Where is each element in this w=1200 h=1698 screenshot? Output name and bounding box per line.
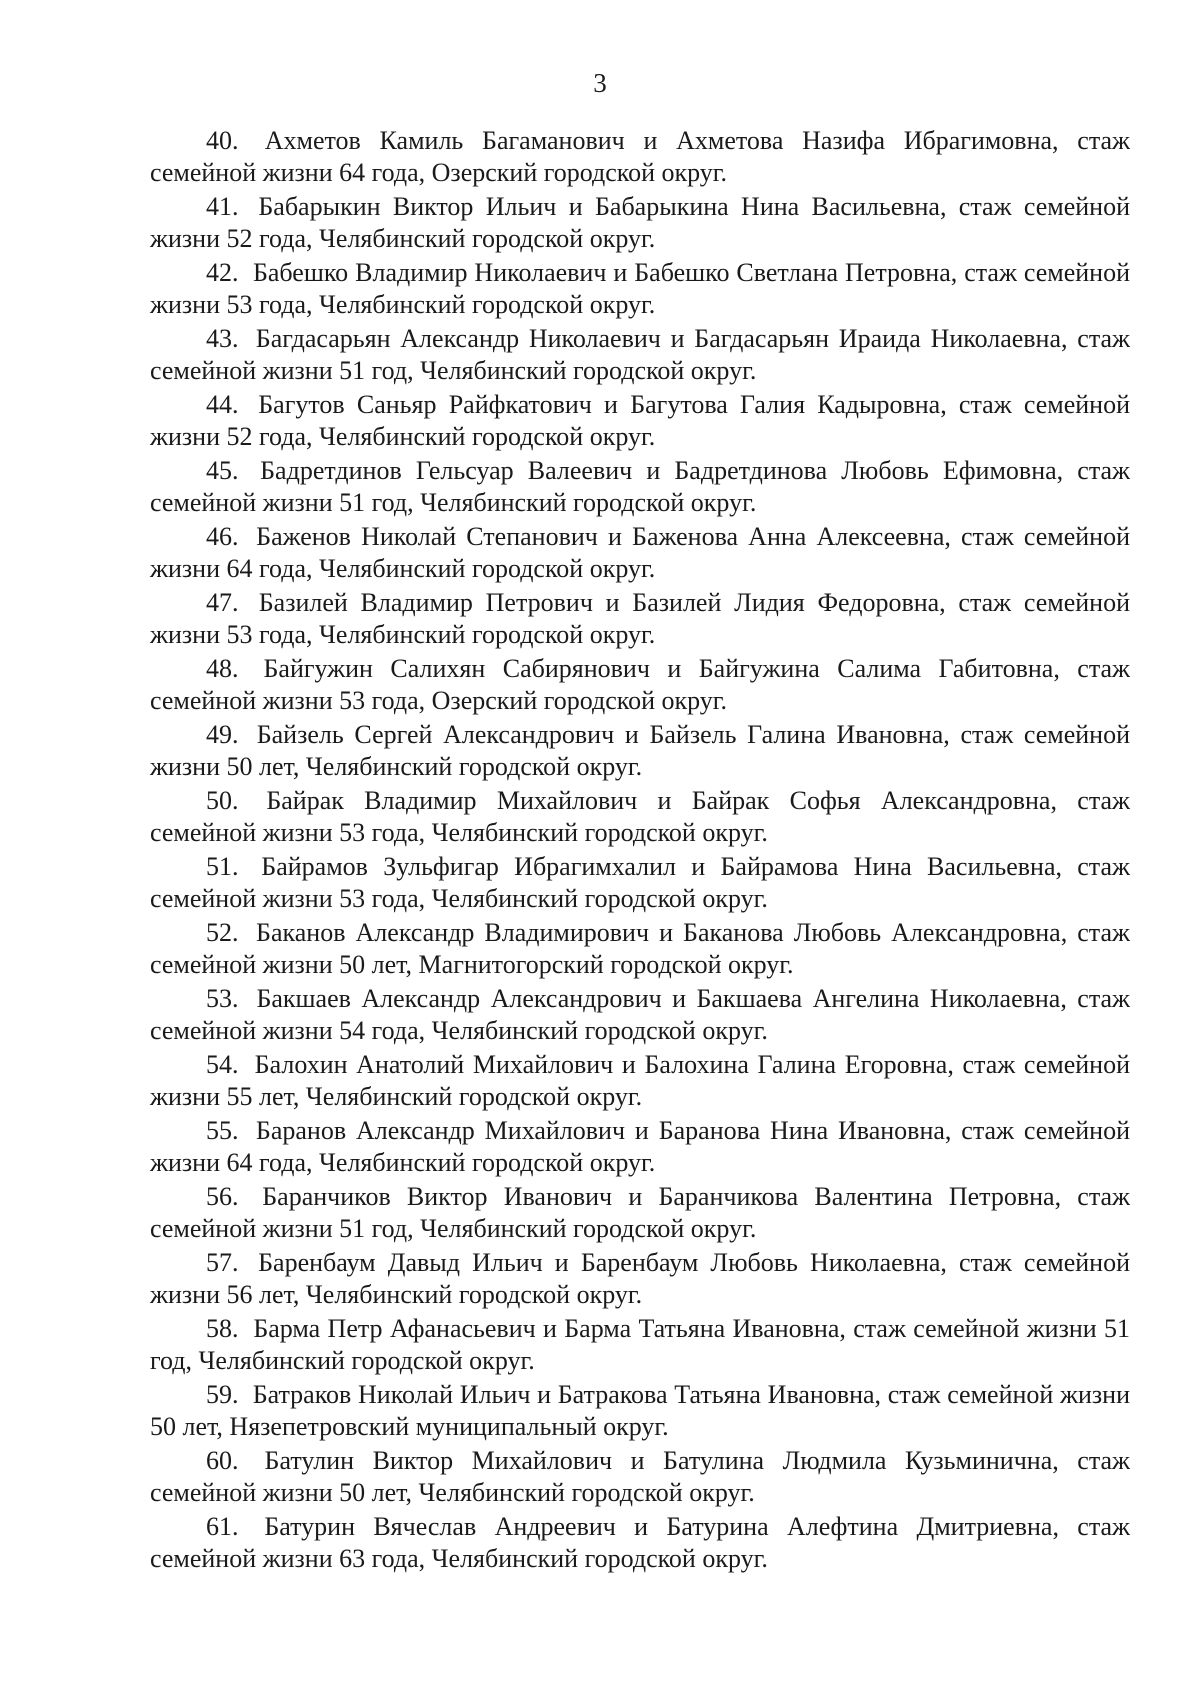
- entry-text: Байзель Сергей Александрович и Байзель Галина Ивановна, стаж семейной жизни 50 лет, Челябинский городской округ.: [150, 720, 1131, 781]
- entry-number: 41.: [206, 192, 239, 221]
- page-number: 3: [593, 68, 607, 98]
- list-item: [150, 653, 1130, 717]
- list-item: [150, 191, 1130, 255]
- entry-text: Баженов Николай Степанович и Баженова Анна Алексеевна, стаж семейной жизни 64 года, Челябинский городской округ.: [150, 522, 1131, 583]
- entry-number: 43.: [206, 324, 239, 353]
- entry-text: Байгужин Салихян Сабирянович и Байгужина Салима Габитовна, стаж семейной жизни 53 года, Озерский городской округ.: [150, 654, 1131, 715]
- entry-text: Батраков Николай Ильич и Батракова Татьяна Ивановна, стаж семейной жизни 50 лет, Нязепетровский муниципальный округ.: [150, 1380, 1130, 1441]
- entry-text: Баканов Александр Владимирович и Баканова Любовь Александровна, стаж семейной жизни 50 лет, Магнитогорский городской округ.: [150, 918, 1130, 979]
- entry-text: Батурин Вячеслав Андреевич и Батурина Алефтина Дмитриевна, стаж семейной жизни 63 года, Челябинский городской округ.: [150, 1512, 1131, 1573]
- entry-text: Балохин Анатолий Михайлович и Балохина Галина Егоровна, стаж семейной жизни 55 лет, Челябинский городской округ.: [150, 1050, 1130, 1111]
- entry-list: [150, 125, 1130, 1577]
- entry-number: 58.: [206, 1314, 239, 1343]
- list-item: [150, 983, 1130, 1047]
- list-item: [150, 455, 1130, 519]
- list-item: [150, 521, 1130, 585]
- entry-number: 60.: [206, 1446, 239, 1475]
- entry-text: Багдасарьян Александр Николаевич и Багдасарьян Ираида Николаевна, стаж семейной жизни 51 год, Челябинский городской округ.: [150, 324, 1131, 385]
- entry-number: 50.: [206, 786, 239, 815]
- entry-text: Байрак Владимир Михайлович и Байрак Софья Александровна, стаж семейной жизни 53 года, Челябинский городской округ.: [150, 786, 1130, 847]
- list-item: [150, 1379, 1130, 1443]
- entry-text: Бакшаев Александр Александрович и Бакшаева Ангелина Николаевна, стаж семейной жизни 54 года, Челябинский городской округ.: [150, 984, 1131, 1045]
- entry-text: Багутов Саньяр Райфкатович и Багутова Галия Кадыровна, стаж семейной жизни 52 года, Челябинский городской округ.: [150, 390, 1130, 451]
- entry-text: Баренбаум Давыд Ильич и Баренбаум Любовь Николаевна, стаж семейной жизни 56 лет, Челябинский городской округ.: [150, 1248, 1131, 1309]
- entry-text: Бабарыкин Виктор Ильич и Бабарыкина Нина Васильевна, стаж семейной жизни 52 года, Челябинский городской округ.: [150, 192, 1131, 253]
- list-item: [150, 917, 1130, 981]
- entry-text: Бадретдинов Гельсуар Валеевич и Бадретдинова Любовь Ефимовна, стаж семейной жизни 51 год, Челябинский городской округ.: [150, 456, 1130, 517]
- list-item: [150, 257, 1130, 321]
- list-item: [150, 1511, 1130, 1575]
- entry-number: 45.: [206, 456, 239, 485]
- list-item: [150, 1247, 1130, 1311]
- entry-number: 49.: [206, 720, 239, 749]
- entry-text: Базилей Владимир Петрович и Базилей Лидия Федоровна, стаж семейной жизни 53 года, Челябинский городской округ.: [150, 588, 1130, 649]
- list-item: [150, 389, 1130, 453]
- list-item: [150, 1313, 1130, 1377]
- entry-text: Ахметов Камиль Багаманович и Ахметова Назифа Ибрагимовна, стаж семейной жизни 64 года, Озерский городской округ.: [150, 126, 1130, 187]
- entry-number: 55.: [206, 1116, 239, 1145]
- entry-text: Байрамов Зульфигар Ибрагимхалил и Байрамова Нина Васильевна, стаж семейной жизни 53 года, Челябинский городской округ.: [150, 852, 1130, 913]
- list-item: [150, 1181, 1130, 1245]
- entry-number: 53.: [206, 984, 239, 1013]
- list-item: [150, 1115, 1130, 1179]
- entry-number: 57.: [206, 1248, 239, 1277]
- list-item: [150, 851, 1130, 915]
- list-item: [150, 1445, 1130, 1509]
- entry-number: 42.: [206, 258, 239, 287]
- entry-text: Баранов Александр Михайлович и Баранова Нина Ивановна, стаж семейной жизни 64 года, Челябинский городской округ.: [150, 1116, 1131, 1177]
- list-item: [150, 719, 1130, 783]
- entry-text: Баранчиков Виктор Иванович и Баранчикова Валентина Петровна, стаж семейной жизни 51 год, Челябинский городской округ.: [150, 1182, 1130, 1243]
- entry-text: Бабешко Владимир Николаевич и Бабешко Светлана Петровна, стаж семейной жизни 53 года, Челябинский городской округ.: [150, 258, 1130, 319]
- list-item: [150, 323, 1130, 387]
- entry-number: 61.: [206, 1512, 239, 1541]
- entry-number: 54.: [206, 1050, 239, 1079]
- entry-number: 47.: [206, 588, 239, 617]
- entry-text: Барма Петр Афанасьевич и Барма Татьяна Ивановна, стаж семейной жизни 51 год, Челябинский городской округ.: [150, 1314, 1130, 1375]
- list-item: [150, 1049, 1130, 1113]
- entry-number: 40.: [206, 126, 239, 155]
- entry-number: 51.: [206, 852, 239, 881]
- entry-number: 59.: [206, 1380, 239, 1409]
- entry-number: 44.: [206, 390, 239, 419]
- list-item: [150, 785, 1130, 849]
- entry-number: 46.: [206, 522, 239, 551]
- entry-number: 56.: [206, 1182, 239, 1211]
- list-item: [150, 587, 1130, 651]
- entry-number: 48.: [206, 654, 239, 683]
- list-item: [150, 125, 1130, 189]
- entry-text: Батулин Виктор Михайлович и Батулина Людмила Кузьминична, стаж семейной жизни 50 лет, Челябинский городской округ.: [150, 1446, 1131, 1507]
- entry-number: 52.: [206, 918, 239, 947]
